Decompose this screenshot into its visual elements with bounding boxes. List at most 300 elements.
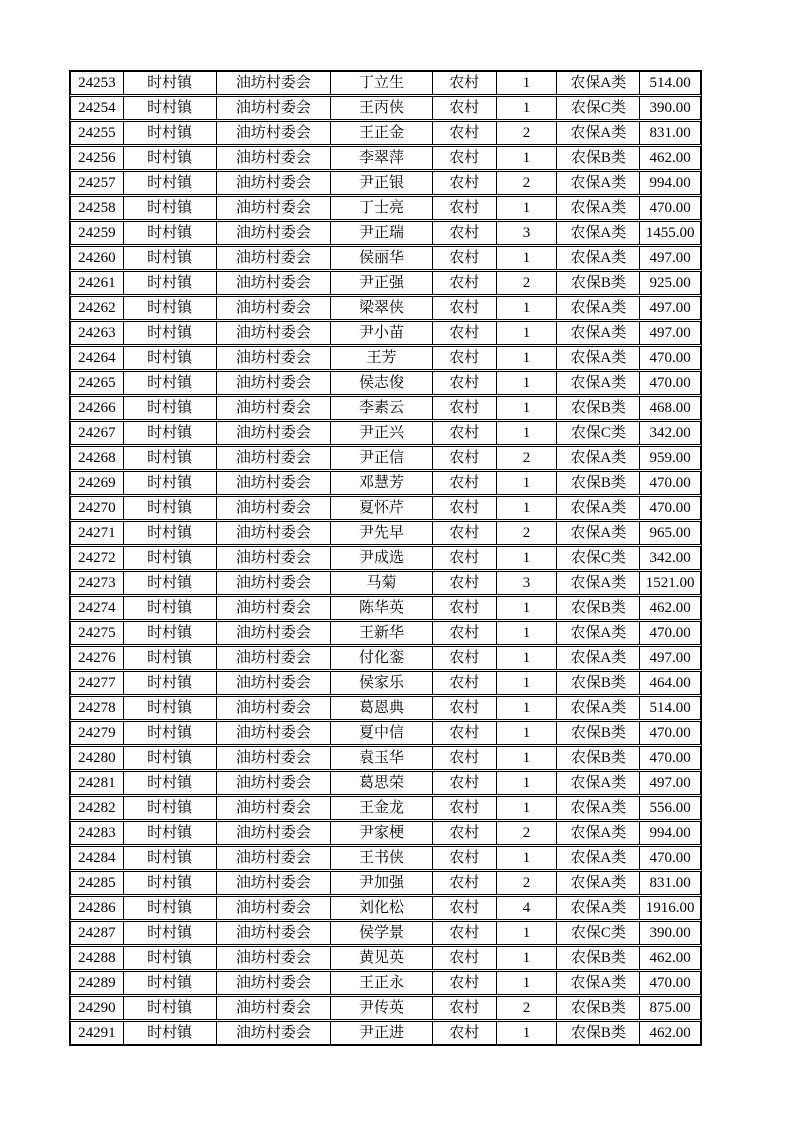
cell-town: 时村镇 [124,497,217,519]
cell-name: 侯丽华 [331,247,433,269]
cell-id: 24286 [71,897,124,919]
table-row [70,421,701,445]
cell-name: 尹正瑞 [331,222,433,244]
cell-village-committee: 油坊村委会 [217,72,332,94]
cell-id: 24280 [71,747,124,769]
cell-id: 24253 [71,72,124,94]
cell-residence-type: 农村 [433,572,497,594]
cell-residence-type: 农村 [433,347,497,369]
cell-person-count: 1 [497,297,558,319]
cell-village-committee: 油坊村委会 [217,872,332,894]
cell-insurance-category: 农保A类 [557,772,640,794]
table-row [70,796,701,820]
cell-village-committee: 油坊村委会 [217,497,332,519]
cell-amount: 470.00 [649,625,691,641]
cell-amount: 470.00 [649,500,691,516]
cell-town: 时村镇 [124,172,217,194]
cell-amount: 470.00 [649,850,691,866]
cell-person-count: 1 [497,747,558,769]
cell-town: 时村镇 [124,272,217,294]
cell-residence-type: 农村 [433,97,497,119]
cell-residence-type: 农村 [433,997,497,1019]
cell-insurance-category: 农保A类 [557,172,640,194]
cell-id: 24264 [71,347,124,369]
cell-town: 时村镇 [124,522,217,544]
cell-insurance-category: 农保A类 [557,822,640,844]
cell-amount: 462.00 [649,150,691,166]
cell-town: 时村镇 [124,472,217,494]
cell-id: 24289 [71,972,124,994]
cell-village-committee: 油坊村委会 [217,272,332,294]
cell-village-committee: 油坊村委会 [217,597,332,619]
cell-amount: 390.00 [649,100,691,116]
cell-amount: 470.00 [649,375,691,391]
cell-village-committee: 油坊村委会 [217,997,332,1019]
cell-person-count: 1 [497,422,558,444]
cell-name: 刘化松 [331,897,433,919]
table-row [70,946,701,970]
cell-id: 24282 [71,797,124,819]
cell-amount: 497.00 [649,325,691,341]
cell-insurance-category: 农保A类 [557,247,640,269]
cell-insurance-category: 农保C类 [557,422,640,444]
cell-amount: 470.00 [649,750,691,766]
cell-village-committee: 油坊村委会 [217,772,332,794]
cell-amount: 497.00 [649,250,691,266]
table-row [70,546,701,570]
cell-residence-type: 农村 [433,147,497,169]
table-row [70,771,701,795]
cell-village-committee: 油坊村委会 [217,172,332,194]
cell-amount: 875.00 [649,1000,691,1016]
table-row [70,121,701,145]
cell-id: 24260 [71,247,124,269]
cell-person-count: 1 [497,947,558,969]
cell-village-committee: 油坊村委会 [217,897,332,919]
cell-village-committee: 油坊村委会 [217,197,332,219]
cell-residence-type: 农村 [433,822,497,844]
cell-insurance-category: 农保A类 [557,297,640,319]
cell-town: 时村镇 [124,897,217,919]
cell-insurance-category: 农保B类 [557,1022,640,1044]
cell-town: 时村镇 [124,97,217,119]
cell-name: 侯家乐 [331,672,433,694]
cell-insurance-category: 农保B类 [557,397,640,419]
cell-insurance-category: 农保A类 [557,372,640,394]
cell-person-count: 1 [497,497,558,519]
cell-name: 马菊 [331,572,433,594]
cell-person-count: 1 [497,547,558,569]
cell-town: 时村镇 [124,622,217,644]
cell-name: 李素云 [331,397,433,419]
cell-name: 付化銮 [331,647,433,669]
cell-village-committee: 油坊村委会 [217,347,332,369]
table-row [70,496,701,520]
cell-insurance-category: 农保A类 [557,447,640,469]
cell-name: 尹加强 [331,872,433,894]
cell-residence-type: 农村 [433,722,497,744]
cell-amount: 462.00 [649,600,691,616]
cell-amount: 959.00 [649,450,691,466]
cell-town: 时村镇 [124,822,217,844]
cell-village-committee: 油坊村委会 [217,422,332,444]
cell-id: 24268 [71,447,124,469]
cell-residence-type: 农村 [433,172,497,194]
cell-id: 24271 [71,522,124,544]
cell-village-committee: 油坊村委会 [217,797,332,819]
cell-residence-type: 农村 [433,247,497,269]
cell-insurance-category: 农保B类 [557,672,640,694]
cell-person-count: 1 [497,147,558,169]
cell-amount: 831.00 [649,125,691,141]
table-row [70,446,701,470]
table-row [70,471,701,495]
cell-id: 24274 [71,597,124,619]
cell-name: 侯学景 [331,922,433,944]
table-row [70,371,701,395]
cell-town: 时村镇 [124,572,217,594]
cell-town: 时村镇 [124,447,217,469]
cell-id: 24255 [71,122,124,144]
table-row [70,996,701,1020]
cell-amount: 342.00 [649,550,691,566]
cell-amount: 994.00 [649,175,691,191]
table-row [70,896,701,920]
cell-residence-type: 农村 [433,597,497,619]
cell-town: 时村镇 [124,972,217,994]
cell-person-count: 1 [497,197,558,219]
cell-amount: 1455.00 [645,225,695,241]
cell-name: 尹传英 [331,997,433,1019]
cell-residence-type: 农村 [433,672,497,694]
cell-amount: 514.00 [649,75,691,91]
cell-name: 葛思荣 [331,772,433,794]
cell-residence-type: 农村 [433,697,497,719]
cell-name: 夏中信 [331,722,433,744]
table-row [70,646,701,670]
table-row [70,71,701,95]
cell-name: 尹正兴 [331,422,433,444]
cell-insurance-category: 农保A类 [557,647,640,669]
cell-name: 尹小苗 [331,322,433,344]
cell-name: 丁立生 [331,72,433,94]
cell-town: 时村镇 [124,847,217,869]
cell-village-committee: 油坊村委会 [217,672,332,694]
table-row [70,746,701,770]
cell-insurance-category: 农保C类 [557,547,640,569]
cell-amount: 514.00 [649,700,691,716]
table-row [70,671,701,695]
cell-name: 王芳 [331,347,433,369]
cell-person-count: 1 [497,647,558,669]
cell-insurance-category: 农保C类 [557,922,640,944]
cell-residence-type: 农村 [433,797,497,819]
cell-name: 丁士亮 [331,197,433,219]
cell-id: 24276 [71,647,124,669]
cell-insurance-category: 农保A类 [557,847,640,869]
cell-town: 时村镇 [124,947,217,969]
cell-residence-type: 农村 [433,297,497,319]
cell-insurance-category: 农保B类 [557,597,640,619]
table-row [70,621,701,645]
cell-insurance-category: 农保B类 [557,747,640,769]
cell-insurance-category: 农保A类 [557,797,640,819]
cell-amount: 1916.00 [645,900,695,916]
cell-town: 时村镇 [124,997,217,1019]
cell-village-committee: 油坊村委会 [217,522,332,544]
cell-amount: 470.00 [649,200,691,216]
cell-village-committee: 油坊村委会 [217,922,332,944]
cell-town: 时村镇 [124,397,217,419]
cell-id: 24254 [71,97,124,119]
cell-id: 24259 [71,222,124,244]
cell-id: 24257 [71,172,124,194]
cell-town: 时村镇 [124,747,217,769]
cell-amount: 468.00 [649,400,691,416]
cell-id: 24275 [71,622,124,644]
cell-id: 24287 [71,922,124,944]
cell-residence-type: 农村 [433,272,497,294]
cell-name: 侯志俊 [331,372,433,394]
cell-insurance-category: 农保A类 [557,522,640,544]
cell-village-committee: 油坊村委会 [217,647,332,669]
table-row [70,871,701,895]
cell-id: 24266 [71,397,124,419]
cell-name: 尹正银 [331,172,433,194]
cell-person-count: 1 [497,397,558,419]
cell-residence-type: 农村 [433,72,497,94]
cell-amount: 462.00 [649,1025,691,1041]
cell-insurance-category: 农保B类 [557,947,640,969]
cell-village-committee: 油坊村委会 [217,697,332,719]
cell-residence-type: 农村 [433,222,497,244]
cell-amount: 470.00 [649,475,691,491]
cell-town: 时村镇 [124,547,217,569]
cell-person-count: 1 [497,472,558,494]
cell-village-committee: 油坊村委会 [217,622,332,644]
cell-id: 24262 [71,297,124,319]
cell-insurance-category: 农保B类 [557,272,640,294]
cell-amount: 925.00 [649,275,691,291]
cell-town: 时村镇 [124,247,217,269]
cell-name: 尹成选 [331,547,433,569]
cell-village-committee: 油坊村委会 [217,297,332,319]
cell-name: 尹正信 [331,447,433,469]
cell-person-count: 1 [497,1022,558,1044]
cell-village-committee: 油坊村委会 [217,722,332,744]
cell-town: 时村镇 [124,1022,217,1044]
cell-town: 时村镇 [124,772,217,794]
cell-town: 时村镇 [124,322,217,344]
cell-person-count: 2 [497,822,558,844]
cell-residence-type: 农村 [433,372,497,394]
cell-person-count: 1 [497,922,558,944]
cell-residence-type: 农村 [433,772,497,794]
table-row [70,921,701,945]
cell-town: 时村镇 [124,372,217,394]
table-row [70,346,701,370]
cell-village-committee: 油坊村委会 [217,122,332,144]
cell-person-count: 1 [497,247,558,269]
cell-residence-type: 农村 [433,322,497,344]
table-row [70,521,701,545]
cell-amount: 497.00 [649,300,691,316]
cell-amount: 556.00 [649,800,691,816]
cell-name: 王金龙 [331,797,433,819]
cell-name: 葛恩典 [331,697,433,719]
cell-amount: 470.00 [649,350,691,366]
cell-residence-type: 农村 [433,422,497,444]
cell-name: 尹正进 [331,1022,433,1044]
cell-village-committee: 油坊村委会 [217,572,332,594]
cell-insurance-category: 农保A类 [557,622,640,644]
cell-id: 24258 [71,197,124,219]
cell-village-committee: 油坊村委会 [217,322,332,344]
cell-amount: 831.00 [649,875,691,891]
table-row [70,221,701,245]
cell-insurance-category: 农保A类 [557,122,640,144]
cell-town: 时村镇 [124,697,217,719]
cell-village-committee: 油坊村委会 [217,747,332,769]
cell-person-count: 1 [497,347,558,369]
cell-amount: 462.00 [649,950,691,966]
cell-id: 24256 [71,147,124,169]
cell-town: 时村镇 [124,647,217,669]
cell-id: 24261 [71,272,124,294]
cell-name: 王书侠 [331,847,433,869]
cell-insurance-category: 农保A类 [557,197,640,219]
table-row [70,321,701,345]
cell-insurance-category: 农保A类 [557,897,640,919]
cell-name: 王新华 [331,622,433,644]
cell-person-count: 2 [497,122,558,144]
cell-amount: 497.00 [649,650,691,666]
cell-person-count: 1 [497,622,558,644]
table-row [70,96,701,120]
cell-person-count: 4 [497,897,558,919]
cell-town: 时村镇 [124,222,217,244]
table-row [70,821,701,845]
cell-residence-type: 农村 [433,472,497,494]
cell-person-count: 1 [497,972,558,994]
table-row [70,721,701,745]
cell-person-count: 1 [497,322,558,344]
cell-person-count: 1 [497,847,558,869]
cell-village-committee: 油坊村委会 [217,222,332,244]
cell-insurance-category: 农保A类 [557,72,640,94]
cell-amount: 497.00 [649,775,691,791]
cell-person-count: 1 [497,772,558,794]
cell-residence-type: 农村 [433,872,497,894]
cell-id: 24291 [71,1022,124,1044]
cell-id: 24273 [71,572,124,594]
cell-residence-type: 农村 [433,922,497,944]
cell-town: 时村镇 [124,922,217,944]
cell-name: 袁玉华 [331,747,433,769]
cell-insurance-category: 农保A类 [557,347,640,369]
table-row [70,146,701,170]
cell-residence-type: 农村 [433,972,497,994]
cell-town: 时村镇 [124,197,217,219]
cell-insurance-category: 农保B类 [557,997,640,1019]
cell-village-committee: 油坊村委会 [217,947,332,969]
cell-name: 黄见英 [331,947,433,969]
cell-name: 尹正强 [331,272,433,294]
cell-person-count: 1 [497,97,558,119]
cell-name: 王丙侠 [331,97,433,119]
cell-id: 24285 [71,872,124,894]
cell-insurance-category: 农保A类 [557,322,640,344]
cell-name: 尹先早 [331,522,433,544]
cell-village-committee: 油坊村委会 [217,847,332,869]
cell-name: 王正金 [331,122,433,144]
cell-residence-type: 农村 [433,447,497,469]
cell-id: 24283 [71,822,124,844]
cell-id: 24267 [71,422,124,444]
cell-insurance-category: 农保A类 [557,572,640,594]
cell-id: 24265 [71,372,124,394]
cell-residence-type: 农村 [433,497,497,519]
cell-person-count: 2 [497,172,558,194]
table-row [70,246,701,270]
cell-village-committee: 油坊村委会 [217,972,332,994]
cell-id: 24269 [71,472,124,494]
cell-town: 时村镇 [124,597,217,619]
cell-village-committee: 油坊村委会 [217,822,332,844]
cell-id: 24277 [71,672,124,694]
cell-residence-type: 农村 [433,522,497,544]
cell-insurance-category: 农保A类 [557,697,640,719]
table-row [70,196,701,220]
cell-residence-type: 农村 [433,847,497,869]
cell-town: 时村镇 [124,72,217,94]
cell-town: 时村镇 [124,672,217,694]
cell-village-committee: 油坊村委会 [217,1022,332,1044]
cell-insurance-category: 农保A类 [557,972,640,994]
cell-village-committee: 油坊村委会 [217,472,332,494]
cell-name: 李翠萍 [331,147,433,169]
cell-village-committee: 油坊村委会 [217,147,332,169]
cell-person-count: 2 [497,522,558,544]
cell-id: 24278 [71,697,124,719]
cell-residence-type: 农村 [433,747,497,769]
cell-town: 时村镇 [124,147,217,169]
cell-village-committee: 油坊村委会 [217,397,332,419]
cell-person-count: 3 [497,572,558,594]
cell-id: 24288 [71,947,124,969]
cell-person-count: 2 [497,997,558,1019]
cell-residence-type: 农村 [433,397,497,419]
cell-name: 王正永 [331,972,433,994]
cell-person-count: 1 [497,722,558,744]
cell-village-committee: 油坊村委会 [217,372,332,394]
cell-residence-type: 农村 [433,897,497,919]
cell-amount: 390.00 [649,925,691,941]
cell-amount: 342.00 [649,425,691,441]
table-row [70,296,701,320]
table-row [70,396,701,420]
cell-town: 时村镇 [124,347,217,369]
cell-amount: 464.00 [649,675,691,691]
table-row [70,971,701,995]
cell-id: 24281 [71,772,124,794]
cell-town: 时村镇 [124,297,217,319]
table-row [70,571,701,595]
cell-amount: 1521.00 [645,575,695,591]
cell-person-count: 1 [497,372,558,394]
cell-id: 24272 [71,547,124,569]
cell-person-count: 2 [497,447,558,469]
